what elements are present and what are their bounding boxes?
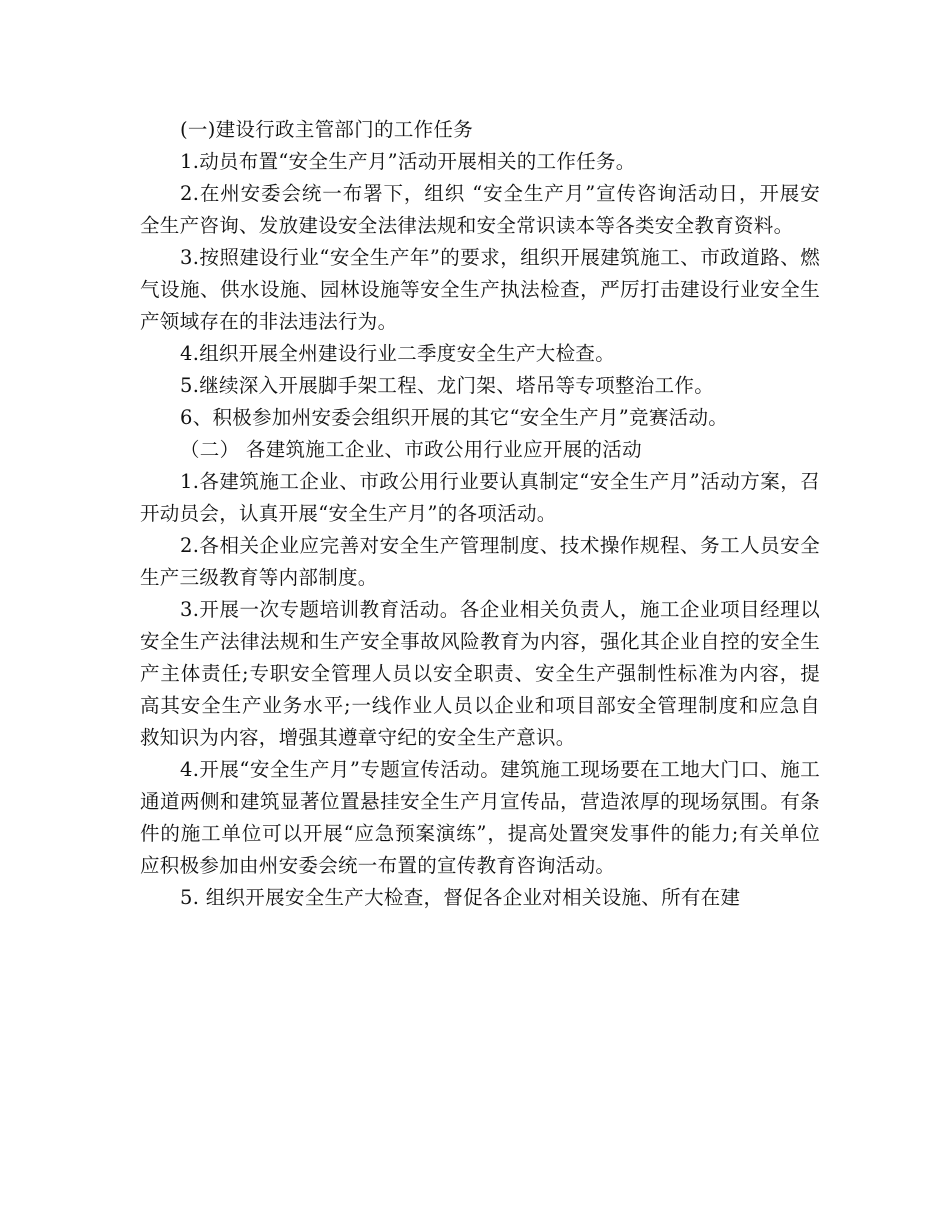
paragraph: 3.开展一次专题培训教育活动。各企业相关负责人，施工企业项目经理以安全生产法律法规和生产安全事故风险教育为内容，强化其企业自控的安全生产主体责任;专职安全管理人员以安全职责、安全生产强制性标准为内容，提高其安全生产业务水平;一线作业人员以企业和项目部安全管理制度和应急自救知识为内容，增强其遵章守纪的安全生产意识。: [140, 598, 820, 749]
paragraph: 2.各相关企业应完善对安全生产管理制度、技术操作规程、务工人员安全生产三级教育等内部制度。: [140, 534, 820, 589]
document-body: [140, 114, 820, 914]
paragraph: 6、积极参加州安委会组织开展的其它“安全生产月”竞赛活动。: [180, 406, 729, 429]
paragraph: 4.开展“安全生产月”专题宣传活动。建筑施工现场要在工地大门口、施工通道两侧和建筑显著位置悬挂安全生产月宣传品，营造浓厚的现场氛围。有条件的施工单位可以开展“应急预案演练”，提高处置突发事件的能力;有关单位应积极参加由州安委会统一布置的宣传教育咨询活动。: [140, 758, 820, 877]
paragraph: 4.组织开展全州建设行业二季度安全生产大检查。: [180, 342, 616, 365]
paragraph: 1.动员布置“安全生产月”活动开展相关的工作任务。: [180, 150, 636, 173]
paragraph: 3.按照建设行业“安全生产年”的要求，组织开展建筑施工、市政道路、燃气设施、供水设施、园林设施等安全生产执法检查，严厉打击建设行业安全生产领域存在的非法违法行为。: [140, 246, 820, 333]
section-heading-1: (一)建设行政主管部门的工作任务: [180, 118, 474, 141]
paragraph: 5.继续深入开展脚手架工程、龙门架、塔吊等专项整治工作。: [180, 374, 715, 397]
paragraph: 2.在州安委会统一布署下，组织 “安全生产月”宣传咨询活动日，开展安全生产咨询、发放建设安全法律法规和安全常识读本等各类安全教育资料。: [140, 182, 820, 237]
paragraph: 5. 组织开展安全生产大检查，督促各企业对相关设施、所有在建: [180, 886, 741, 909]
paragraph: 1.各建筑施工企业、市政公用行业要认真制定“安全生产月”活动方案，召开动员会，认真开展“安全生产月”的各项活动。: [140, 470, 820, 525]
section-heading-2: （二） 各建筑施工企业、市政公用行业应开展的活动: [180, 438, 642, 461]
